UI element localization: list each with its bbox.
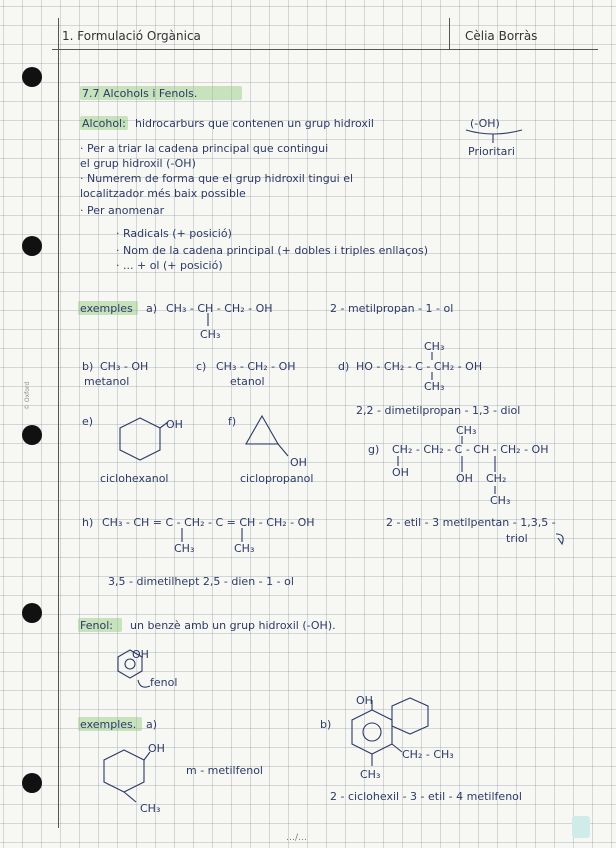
example-g-top: CH₃ [456,424,477,437]
example-h-branch-2: CH₃ [234,542,255,555]
rule-3: · Per anomenar [80,204,165,217]
alcohol-definition: hidrocarburs que contenen un grup hidroxil [135,117,374,130]
example-g-oh-mid: OH [456,472,473,485]
rule-2-line-1: · Numerem de forma que el grup hidroxil tingui el [80,172,354,185]
example-e-oh: OH [166,418,183,431]
oh-group: (-OH) [470,117,500,130]
benzene-ring [352,710,392,754]
phenol-definition: un benzè amb un grup hidroxil (-OH). [130,619,336,632]
priority-brace [466,130,522,134]
example-b-letter: b) [82,360,94,373]
example-g-name-line-2: triol [506,532,528,545]
author-name: Cèlia Borràs [465,29,538,43]
phenol-example-b-letter: b) [320,718,332,731]
phenol-example-b-name: 2 - ciclohexil - 3 - etil - 4 metilfenol [330,790,522,803]
phenol-example-a-letter: a) [146,718,158,731]
example-h-branch-1: CH₃ [174,542,195,555]
example-d-top: CH₃ [424,340,445,353]
example-g-chain-1: CH₂ [486,472,507,485]
example-b-formula: CH₃ - OH [100,360,149,373]
cyclohexane-ring [120,418,160,460]
example-d-bottom: CH₃ [424,380,445,393]
example-a-letter: a) [146,302,158,315]
example-a-name: 2 - metilpropan - 1 - ol [330,302,454,315]
examples-label: exemples [80,302,133,315]
example-f-letter: f) [228,415,237,428]
alcohol-label: Alcohol: [82,117,126,130]
methylphenol-ring [104,750,144,792]
phenol-examples-label: exemples. [80,718,137,731]
phenol-example-a-oh: OH [148,742,165,755]
example-e-name: ciclohexanol [100,472,169,485]
example-d-name: 2,2 - dimetilpropan - 1,3 - diol [356,404,521,417]
section-title: 7.7 Alcohols i Fenols. [82,87,198,100]
cyclohexyl-ring [392,698,428,734]
example-c-letter: c) [196,360,207,373]
phenol-example-b-chain: CH₂ - CH₃ [402,748,454,761]
phenol-example-b-ch3: CH₃ [360,768,381,781]
naming-step-3: · ... + ol (+ posició) [116,259,223,272]
phenol-oh: OH [132,648,149,661]
example-g-letter: g) [368,443,380,456]
example-g-name-line-1: 2 - etil - 3 metilpentan - 1,3,5 - [386,516,556,529]
example-h-name: 3,5 - dimetilhept 2,5 - dien - 1 - ol [108,575,294,588]
phenol-example-a-ch3: CH₃ [140,802,161,815]
phenol-ring [118,650,142,678]
priority-label: Prioritari [468,145,515,158]
example-e-letter: e) [82,415,94,428]
phenol-label: Fenol: [80,619,113,632]
example-g-chain-2: CH₃ [490,494,511,507]
example-d-letter: d) [338,360,350,373]
phenol-example-b-oh: OH [356,694,373,707]
example-a-branch: CH₃ [200,328,221,341]
example-h-letter: h) [82,516,94,529]
example-d-formula: HO - CH₂ - C - CH₂ - OH [356,360,483,373]
naming-step-2: · Nom de la cadena principal (+ dobles i triples enllaços) [116,244,428,257]
example-c-formula: CH₃ - CH₂ - OH [216,360,296,373]
phenol-arrow [138,680,150,687]
phenol-example-a-name: m - metilfenol [186,764,263,777]
example-g-oh-left: OH [392,466,409,479]
example-f-name: ciclopropanol [240,472,314,485]
example-h-formula: CH₃ - CH = C - CH₂ - C = CH - CH₂ - OH [102,516,315,529]
example-c-name: etanol [230,375,265,388]
phenol-name: fenol [150,676,178,689]
side-print: © Oxford [24,381,31,410]
example-f-oh: OH [290,456,307,469]
rule-1-line-2: el grup hidroxil (-OH) [80,157,196,170]
cyclopropane-ring [246,416,278,444]
example-b-name: metanol [84,375,130,388]
rule-2-line-2: localitzador més baix possible [80,187,246,200]
naming-step-1: · Radicals (+ posició) [116,227,232,240]
page-continuation-mark: …/… [286,833,308,843]
example-g-formula: CH₂ - CH₂ - C - CH - CH₂ - OH [392,443,549,456]
rule-1-line-1: · Per a triar la cadena principal que contingui [80,142,329,155]
subject-title: 1. Formulació Orgànica [62,29,201,43]
example-a-formula: CH₃ - CH - CH₂ - OH [166,302,273,315]
